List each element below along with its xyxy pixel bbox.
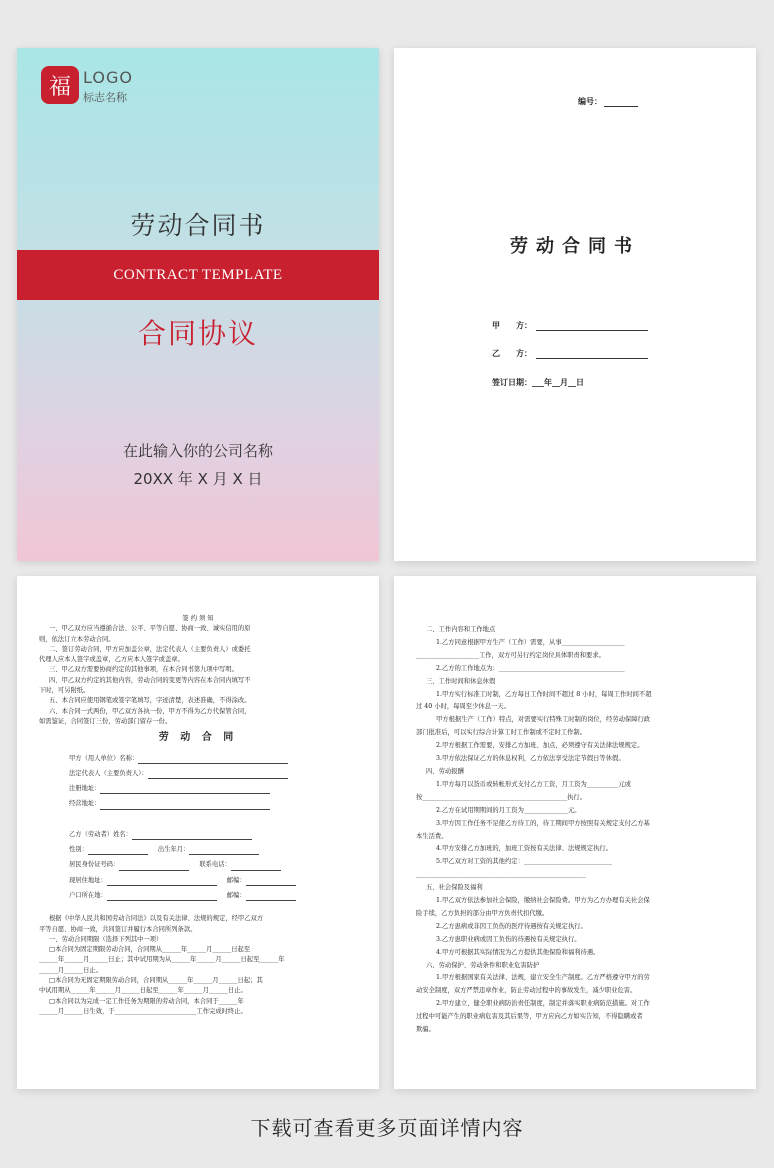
logo-subtitle: 标志名称 <box>83 91 127 104</box>
party-b-fields <box>39 830 357 901</box>
terms-line: 3.乙方患职业病或因工负伤的待遇按有关规定执行。 <box>436 935 581 943</box>
contract-body <box>39 914 357 1017</box>
field-label: 经营地址： <box>69 800 101 808</box>
terms-line: ______________________________________________________ <box>416 871 587 879</box>
field-line <box>132 833 252 840</box>
cover-date: 20XX 年 X 月 X 日 <box>133 470 263 488</box>
field-label: 注册地址： <box>69 785 101 793</box>
field-label: 邮编： <box>226 891 246 899</box>
terms-line: 二、工作内容和工作地点 <box>426 626 496 633</box>
field-label: 现居住地址： <box>69 876 107 884</box>
notice-line: 则，依法订立本劳动合同。 <box>39 635 115 643</box>
terms-line: 欺骗。 <box>416 1026 435 1034</box>
body-line: ______年______月______日止；其中试用期为从______年______月______日起至______年 <box>39 956 285 964</box>
field-label: 甲方（用人单位）名称： <box>69 754 139 762</box>
title-page <box>394 48 756 561</box>
terms-page <box>394 576 756 1089</box>
cover-agreement-title: 合同协议 <box>137 317 258 350</box>
footer-caption: 下载可查看更多页面详情内容 <box>250 1116 524 1140</box>
terms-line: 1.乙方同意根据甲方生产（工作）需要，从事____________________ <box>436 638 625 646</box>
notice-line: 一、甲乙双方应当遵循合法、公平、平等自愿、协商一致、诚实信用的原 <box>49 625 251 633</box>
sign-date-row: 签订日期：___年__月__日 <box>492 377 584 387</box>
terms-line: 1.甲方实行标准工时制，乙方每日工作时间不超过 8 小时，每周工作时间不超 <box>436 690 652 698</box>
body-line: 一、劳动合同期限（选择下列其中一项） <box>49 935 163 943</box>
terms-line: 险手续，乙方负担的部分由甲方负责代扣代缴。 <box>416 909 549 917</box>
field-line <box>246 879 296 886</box>
notice-line: 五、本合同应使用钢笔或签字笔填写，字迹清楚，表述准确，不得涂改。 <box>49 697 251 705</box>
field-line <box>88 848 148 855</box>
field-label: 联系电话： <box>199 861 231 869</box>
notice-line: 六、本合同一式两份，甲乙双方各执一份，甲方不得为乙方代保管合同， <box>49 707 251 715</box>
terms-line: 1.甲方根据国家有关法律、法规，建立安全生产制度。乙方严格遵守甲方的劳 <box>436 974 650 982</box>
body-line: ______月______日生效，于__________________________工作完成时终止。 <box>39 1007 247 1015</box>
party-b-field <box>69 876 357 886</box>
body-line: ______月______日止。 <box>39 966 102 974</box>
terms-line: 四、劳动报酬 <box>426 767 464 775</box>
field-label: 居民身份证号码： <box>69 861 120 869</box>
field-line <box>100 787 270 794</box>
notice-page <box>17 576 379 1089</box>
contract-number: 编号： <box>578 96 638 107</box>
band-text: CONTRACT TEMPLATE <box>113 266 283 283</box>
field-line <box>138 757 288 764</box>
field-label: 法定代表人（主要负责人）： <box>69 769 148 777</box>
field-line <box>107 894 217 901</box>
terms-line: 动安全制度，双方严禁违章作业，防止劳动过程中的事故发生，减少职业危害。 <box>416 987 637 995</box>
title-page-heading: 劳动合同书 <box>510 236 640 257</box>
party-a-field <box>69 769 357 779</box>
terms-line: 甲方根据生产（工作）特点，对需要实行特殊工时制的岗位，经劳动保障行政 <box>436 716 651 724</box>
terms-line: 3.甲方依法保证乙方的休息权利，乙方依法享受法定节假日等休假。 <box>436 755 625 763</box>
logo-text: LOGO <box>83 68 133 87</box>
notice-line: 二、签订劳动合同，甲方应加盖公章，法定代表人（主要负责人）或委托 <box>49 645 251 653</box>
notice-line: 代理人应本人签字或盖章，乙方应本人签字或盖章。 <box>39 656 184 664</box>
field-line <box>148 772 288 779</box>
party-a-field <box>69 799 357 809</box>
notice-line: 四、甲乙双方约定的其他内容，劳动合同的变更等内容在本合同内填写不 <box>49 676 251 684</box>
terms-line: 部门批准后，可以实行综合计算工时工作制或不定时工作制。 <box>416 729 587 737</box>
field-line <box>231 864 281 871</box>
party-b-field <box>69 830 357 840</box>
party-b-row: 乙 方： <box>492 348 648 359</box>
party-b-field <box>69 845 357 855</box>
party-a-field <box>69 754 357 764</box>
party-a-row: 甲 方： <box>492 320 648 331</box>
terms-line: 5.甲乙双方对工资的其他约定：____________________________ <box>436 858 613 866</box>
notice-line: 三、甲乙双方需要协商约定的其他事项，在本合同书第九项中写明。 <box>49 666 238 674</box>
notice-line: 下时，可另附纸。 <box>39 687 90 695</box>
field-line <box>107 879 217 886</box>
body-line: 根据《中华人民共和国劳动合同法》以及有关法律、法规的规定，经甲乙双方 <box>49 915 264 923</box>
field-label: 出生年月： <box>157 846 190 854</box>
terms-line: 4.甲方可根据其实际情况为乙方提供其他保险和福利待遇。 <box>436 948 600 956</box>
terms-line: 2.甲方建立、健全职业病防治责任制度，制定并落实职业病防范措施。对工作 <box>436 1000 650 1008</box>
field-label: 户口所在地： <box>69 891 107 899</box>
terms-line: 2.乙方患病或非因工负伤的医疗待遇按有关规定执行。 <box>436 922 587 930</box>
notice-title: 签 约 须 知 <box>182 615 214 622</box>
terms-line: 1.甲方每月以货币或转帐形式支付乙方工资，月工资为__________元或 <box>436 780 631 788</box>
party-b-field <box>69 860 357 870</box>
field-label: 邮编： <box>226 876 246 884</box>
terms-line: 六、劳动保护、劳动条件和职业危害防护 <box>426 961 540 969</box>
field-label: 乙方（劳动者）姓名： <box>69 830 132 838</box>
company-name: 在此输入你的公司名称 <box>122 442 273 460</box>
terms-line: ____________________工作，双方可另行约定岗位具体职责和要求。 <box>416 651 605 659</box>
terms-line: 三、工作时间和休息休假 <box>426 677 496 685</box>
terms-line: 2.乙方的工作地点为：________________________________________ <box>436 664 625 672</box>
terms-line: 1.甲乙双方依法参加社会保险，缴纳社会保险费。甲方为乙方办理有关社会保 <box>436 897 650 905</box>
field-line <box>246 894 296 901</box>
contract-title: 劳 动 合 同 <box>158 732 238 744</box>
party-b-field <box>69 891 357 901</box>
body-line: □本合同为固定期限劳动合同，合同期从______年______月______日起至 <box>49 946 251 954</box>
field-line <box>189 848 259 855</box>
terms-line: 按______________________________________________执行。 <box>416 793 587 801</box>
terms-line: 五、社会保险及福利 <box>426 884 483 892</box>
terms-line: 本生活费。 <box>416 832 448 840</box>
cover-page <box>17 48 379 561</box>
terms-line: 过 40 小时，每周至少休息一天。 <box>416 703 510 711</box>
notice-list <box>39 624 357 727</box>
terms-text <box>394 576 756 1089</box>
cover-title: 劳动合同书 <box>130 211 266 240</box>
terms-line: 4.甲方安排乙方加班的，加班工资按有关法律、法规规定执行。 <box>436 845 613 853</box>
party-a-fields <box>39 754 357 810</box>
terms-line: 2.甲方根据工作需要，安排乙方加班、加点，必须遵守有关法律法规规定。 <box>436 742 644 750</box>
body-line: □本合同为无固定期限劳动合同，合同期从______年______月______日起；其 <box>49 977 263 985</box>
party-a-field <box>69 784 357 794</box>
terms-line: 过程中可能产生的职业病危害及其后果等，甲方应向乙方如实告知，不得隐瞒或者 <box>416 1013 643 1021</box>
field-label: 性别： <box>69 846 88 854</box>
body-line: □本合同以为完成一定工作任务为期限的劳动合同，本合同于______年 <box>49 997 244 1005</box>
notice-line: 如需鉴证，合同签订三份，劳动部门留存一份。 <box>39 717 172 725</box>
terms-line: 3.甲方因工作任务不足使乙方待工的，待工期间甲方按照有关规定支付乙方基 <box>436 819 650 827</box>
terms-line: 2.乙方在试用期期间的月工资为______________元。 <box>436 806 581 814</box>
cover-red-band <box>17 250 379 300</box>
logo-icon: 福 <box>41 66 79 104</box>
field-line <box>119 864 189 871</box>
body-line: 平等自愿、协商一致，共同签订并履行本合同所列条款。 <box>39 925 197 933</box>
field-line <box>100 803 270 810</box>
body-line: 中试用期从______年______月______日起至______年______月______日止。 <box>39 987 247 995</box>
